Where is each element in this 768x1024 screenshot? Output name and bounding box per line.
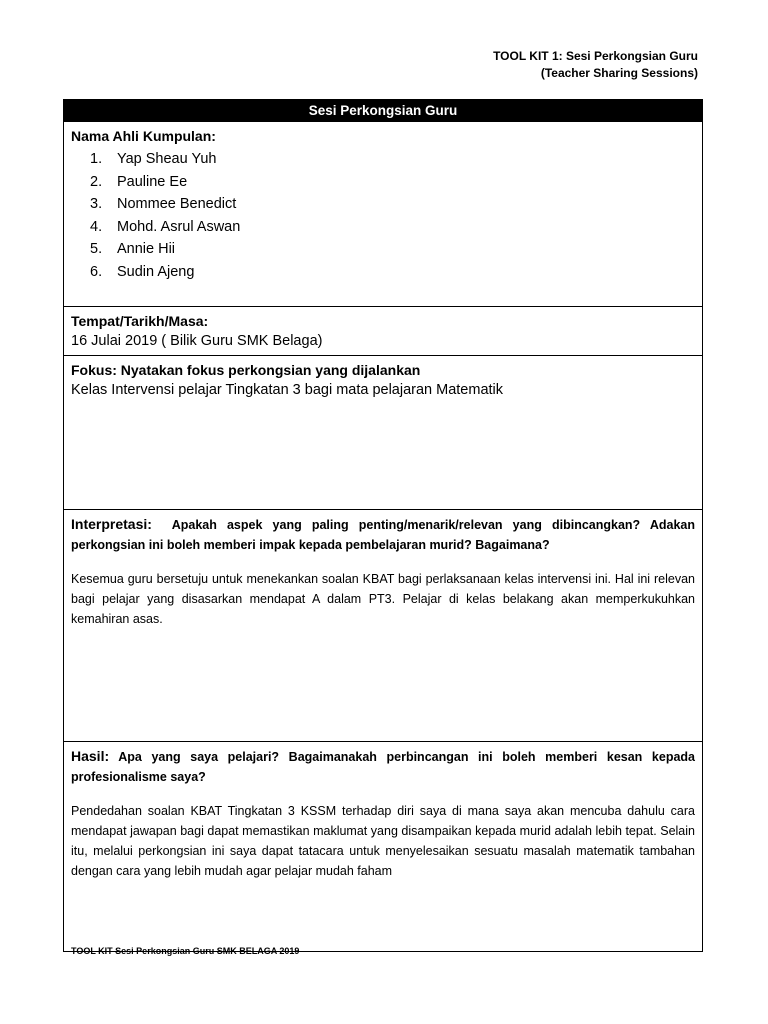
- member-item: 6. Sudin Ajeng: [90, 263, 195, 280]
- result-answer: Pendedahan soalan KBAT Tingkatan 3 KSSM terhadap diri saya di mana saya akan mencuba dahulu cara mendapat jawapan bagi dapat memastikan maklumat yang disampaikan kepada murid adalah lebih tepat. Selain itu, melalui perkongsian ini saya dapat tatacara untuk menyelesaikan sesuatu masalah matematik tambahan dengan cara yang lebih mudah agar pelajar mudah faham: [71, 804, 695, 878]
- member-item: 2. Pauline Ee: [90, 173, 188, 190]
- members-section: [64, 122, 702, 306]
- focus-label: Fokus: Nyatakan fokus perkongsian yang dijalankan: [71, 362, 421, 378]
- focus-value: Kelas Intervensi pelajar Tingkatan 3 bagi mata pelajaran Matematik: [71, 382, 504, 398]
- form-title: Sesi Perkongsian Guru: [64, 100, 702, 122]
- document-footer: TOOL KIT Sesi Perkongsian Guru SMK BELAGA 2019: [71, 946, 300, 956]
- result-label: Hasil:: [71, 748, 110, 764]
- members-label: Nama Ahli Kumpulan:: [71, 128, 216, 144]
- focus-section: [64, 355, 702, 509]
- members-list: [71, 148, 695, 283]
- venue-section: [64, 306, 702, 355]
- result-section: [64, 741, 702, 951]
- header-line-1: TOOL KIT 1: Sesi Perkongsian Guru: [493, 49, 698, 63]
- interpretation-label: Interpretasi:: [71, 516, 152, 532]
- sharing-session-form: [63, 99, 703, 952]
- header-line-2: (Teacher Sharing Sessions): [540, 66, 698, 80]
- interpretation-question-block: [71, 514, 695, 555]
- interpretation-question: Apakah aspek yang paling penting/menarik/relevan yang dibincangkan? Adakan perkongsian ini boleh memberi impak kepada pembelajaran murid? Bagaimana?: [71, 518, 695, 552]
- interpretation-answer: Kesemua guru bersetuju untuk menekankan soalan KBAT bagi perlaksanaan kelas intervensi ini. Hal ini relevan bagi pelajar yang disasarkan mendapat A dalam PT3. Pelajar di kelas belakang akan memperkukuhkan kemahiran asas.: [71, 572, 695, 626]
- document-header: [493, 48, 698, 82]
- member-item: 4. Mohd. Asrul Aswan: [90, 218, 241, 235]
- member-item: 5. Annie Hii: [90, 241, 176, 257]
- interpretation-section: [64, 509, 702, 741]
- result-question-block: [71, 746, 695, 787]
- member-item: 1. Yap Sheau Yuh: [90, 151, 217, 167]
- member-item: 3. Nommee Benedict: [90, 196, 237, 212]
- venue-value: 16 Julai 2019 ( Bilik Guru SMK Belaga): [71, 333, 323, 349]
- result-question: Apa yang saya pelajari? Bagaimanakah perbincangan ini boleh memberi kesan kepada profesionalisme saya?: [71, 750, 695, 784]
- venue-label: Tempat/Tarikh/Masa:: [71, 313, 209, 329]
